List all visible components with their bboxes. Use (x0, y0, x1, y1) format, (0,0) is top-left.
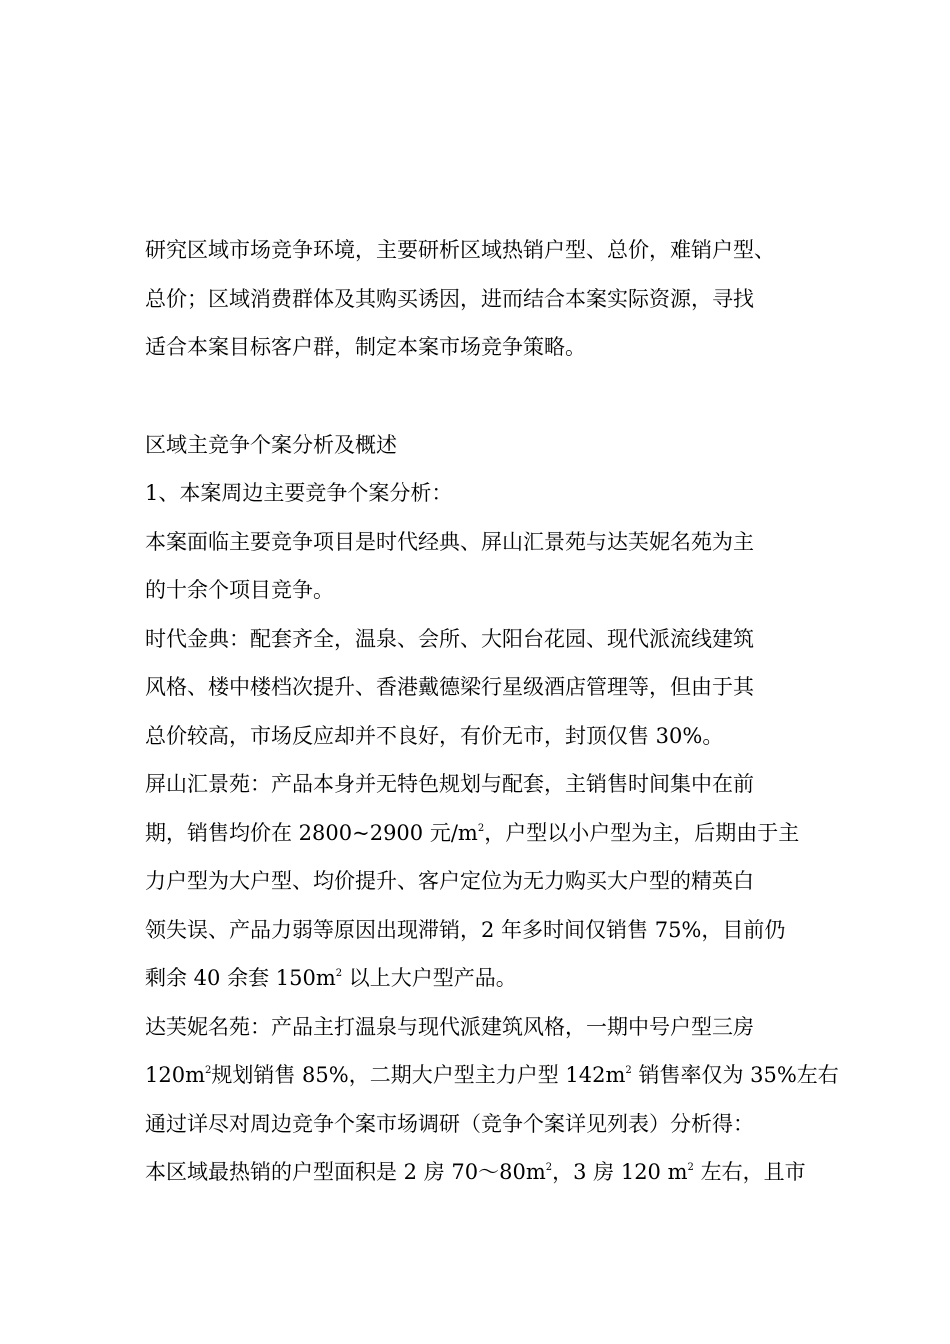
shidai-line-2: 风格、楼中楼档次提升、香港戴德梁行星级酒店管理等，但由于其 (145, 675, 754, 699)
pingshan-line-5 (145, 954, 845, 1003)
pingshan-line-2-a: 期，销售均价在 2800~2900 元/m (145, 820, 478, 845)
intro-line-2: 总价；区域消费群体及其购买诱因，进而结合本案实际资源，寻找 (145, 286, 754, 311)
pingshan-line-5-b: 以上大户型产品。 (342, 966, 517, 990)
section-subheading: 1、本案周边主要竞争个案分析： (145, 481, 453, 505)
superscript-2: 2 (205, 1065, 212, 1076)
conclusion-a: 本区域最热销的户型面积是 2 房 70～80m (145, 1160, 546, 1184)
intro-line-3: 适合本案目标客户群，制定本案市场竞争策略。 (145, 335, 586, 359)
dafuni-line-2-c: 销售率仅为 35%左右 (631, 1063, 839, 1087)
dafuni-line-2-a: 120m (145, 1063, 205, 1087)
shidai-line-1: 时代金典：配套齐全，温泉、会所、大阳台花园、现代派流线建筑 (145, 626, 754, 651)
survey-line: 通过详尽对周边竞争个案市场调研（竞争个案详见列表）分析得： (145, 1111, 754, 1136)
conclusion-b: ，3 房 120 m (552, 1160, 688, 1184)
conclusion-c: 左右，且市 (693, 1160, 806, 1184)
pingshan-line-3: 力户型为大户型、均价提升、客户定位为无力购买大户型的精英白 (145, 869, 754, 893)
conclusion-line (145, 1148, 845, 1197)
document-body (145, 226, 845, 1197)
paragraph-spacer (145, 372, 845, 421)
superscript-2: 2 (477, 822, 485, 834)
pingshan-line-2-b: ，户型以小户型为主，后期由于主 (484, 820, 800, 845)
superscript-2: 2 (545, 1162, 553, 1173)
shidai-line-3: 总价较高，市场反应却并不良好，有价无市，封顶仅售 30%。 (145, 723, 724, 748)
pingshan-line-1: 屏山汇景苑：产品本身并无特色规划与配套，主销售时间集中在前 (145, 772, 754, 796)
superscript-2: 2 (625, 1065, 632, 1076)
dafuni-line-2-b: 规划销售 85%，二期大户型主力户型 142m (211, 1063, 626, 1087)
pingshan-line-5-a: 剩余 40 余套 150m (145, 966, 336, 990)
competition-line-1: 本案面临主要竞争项目是时代经典、屏山汇景苑与达芙妮名苑为主 (145, 529, 754, 554)
competition-line-2: 的十余个项目竞争。 (145, 578, 334, 602)
pingshan-line-4: 领失误、产品力弱等原因出现滞销，2 年多时间仅销售 75%，目前仍 (145, 917, 786, 942)
superscript-2: 2 (687, 1162, 694, 1173)
pingshan-line-2 (145, 809, 845, 858)
intro-line-1: 研究区域市场竞争环境，主要研析区域热销户型、总价，难销户型、 (145, 238, 775, 262)
dafuni-line-2 (145, 1051, 845, 1100)
superscript-2: 2 (335, 968, 343, 979)
dafuni-line-1: 达芙妮名苑：产品主打温泉与现代派建筑风格，一期中号户型三房 (145, 1014, 754, 1039)
section-heading: 区域主竞争个案分析及概述 (145, 432, 397, 457)
